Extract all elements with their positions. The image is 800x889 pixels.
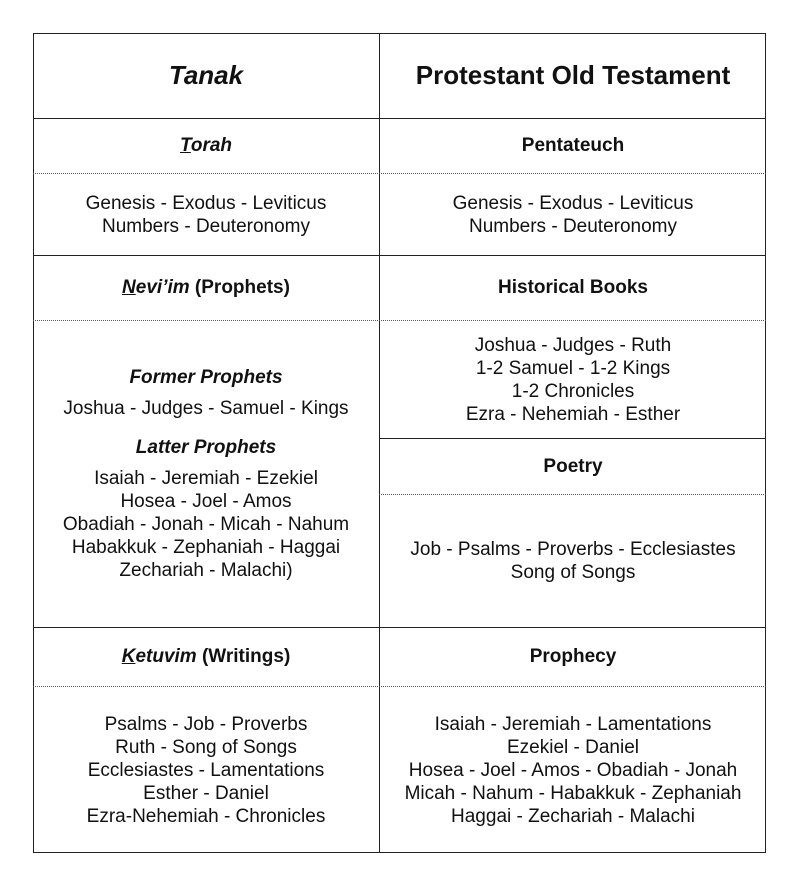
former-prophets-label: Former Prophets — [129, 367, 283, 388]
pentateuch-heading: Pentateuch — [521, 135, 625, 156]
book-line: Ezra-Nehemiah - Chronicles — [86, 805, 326, 827]
ketuvim-heading — [33, 628, 379, 686]
book-line: Hosea - Joel - Amos - Obadiah - Jonah — [408, 759, 738, 781]
book-line: 1-2 Samuel - 1-2 Kings — [475, 357, 671, 379]
right-column-title: Protestant Old Testament — [415, 60, 731, 90]
book-line: Obadiah - Jonah - Micah - Nahum — [62, 514, 350, 535]
book-line: Habakkuk - Zephaniah - Haggai — [71, 537, 341, 558]
neviim-name-rest: evi’im — [135, 277, 190, 298]
latter-prophets-label: Latter Prophets — [135, 437, 277, 458]
neviim-books — [33, 321, 379, 627]
book-line: Genesis - Exodus - Leviticus — [452, 192, 694, 214]
book-line: Isaiah - Jeremiah - Lamentations — [434, 713, 712, 735]
book-line: Ezekiel - Daniel — [507, 736, 639, 758]
ketuvim-gloss: (Writings) — [196, 646, 291, 667]
book-line: Numbers - Deuteronomy — [468, 215, 678, 237]
book-line: Job - Psalms - Proverbs - Ecclesiastes — [410, 539, 736, 560]
book-line: Ecclesiastes - Lamentations — [87, 759, 325, 781]
book-line: Ezra - Nehemiah - Esther — [465, 403, 681, 425]
neviim-gloss: (Prophets) — [189, 277, 290, 298]
poetry-books — [380, 495, 766, 627]
neviim-heading — [33, 256, 379, 320]
torah-books — [33, 174, 379, 255]
book-line: Zechariah - Malachi) — [119, 560, 293, 581]
book-line: Joshua - Judges - Samuel - Kings — [63, 398, 349, 419]
book-line: Hosea - Joel - Amos — [120, 491, 292, 512]
book-line: Numbers - Deuteronomy — [101, 215, 311, 237]
ketuvim-books — [33, 687, 379, 853]
book-line: 1-2 Chronicles — [511, 380, 635, 402]
book-line: Genesis - Exodus - Leviticus — [85, 192, 327, 214]
book-line: Micah - Nahum - Habakkuk - Zephaniah — [404, 782, 742, 804]
ketuvim-initial: K — [121, 646, 136, 667]
prophecy-books — [380, 687, 766, 853]
torah-initial: T — [179, 135, 191, 156]
prophecy-heading: Prophecy — [529, 646, 617, 667]
torah-heading — [33, 119, 379, 173]
historical-heading: Historical Books — [498, 277, 648, 298]
book-line: Esther - Daniel — [143, 782, 269, 804]
pentateuch-books — [380, 174, 766, 255]
book-line: Joshua - Judges - Ruth — [474, 334, 672, 356]
book-line: Isaiah - Jeremiah - Ezekiel — [94, 468, 318, 489]
neviim-initial: N — [122, 277, 136, 298]
book-line: Psalms - Job - Proverbs — [104, 713, 308, 735]
book-line: Ruth - Song of Songs — [115, 736, 297, 758]
book-line: Song of Songs — [510, 562, 636, 583]
left-column-title: Tanak — [168, 60, 244, 90]
ketuvim-name-rest: etuvim — [135, 646, 197, 667]
historical-books — [380, 321, 766, 438]
torah-name-rest: orah — [190, 135, 233, 156]
book-line: Haggai - Zechariah - Malachi — [451, 805, 695, 827]
poetry-heading: Poetry — [543, 455, 603, 477]
